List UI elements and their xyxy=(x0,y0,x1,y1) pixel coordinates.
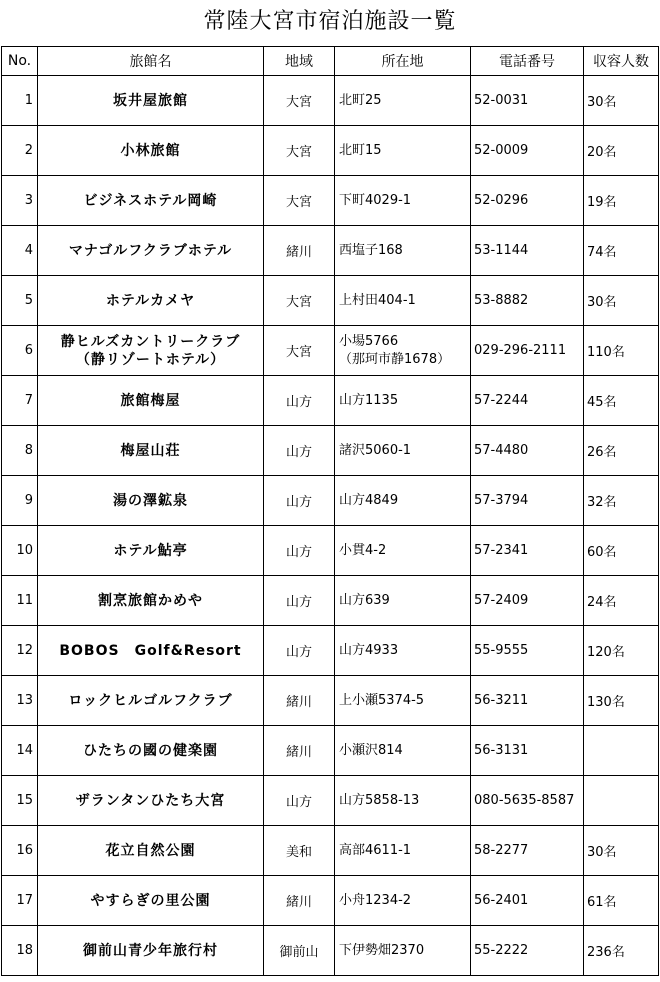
row-number-cell xyxy=(2,826,38,876)
address-cell xyxy=(335,226,471,276)
address-cell xyxy=(335,526,471,576)
address-cell xyxy=(335,376,471,426)
header-capacity: 収容人数 xyxy=(584,47,659,76)
header-no: No. xyxy=(2,47,38,76)
address-cell xyxy=(335,626,471,676)
facility-name: 梅屋山荘 xyxy=(120,442,181,459)
row-number: 17 xyxy=(16,893,33,908)
facility-name-cell xyxy=(38,726,264,776)
area-cell xyxy=(264,826,335,876)
area: 大宮 xyxy=(285,295,312,310)
address-cell xyxy=(335,76,471,126)
table-row xyxy=(2,726,659,776)
capacity-cell xyxy=(584,226,659,276)
phone-number: 080-5635-8587 xyxy=(474,793,575,808)
row-number: 8 xyxy=(24,443,33,458)
row-number: 11 xyxy=(16,593,33,608)
facility-name: ザランタンひたち大宮 xyxy=(75,792,226,809)
facility-name: マナゴルフクラブホテル xyxy=(68,242,233,259)
capacity: 32名 xyxy=(587,495,617,510)
capacity-cell xyxy=(584,926,659,976)
area-cell xyxy=(264,126,335,176)
address: 山方639 xyxy=(339,592,390,608)
facility-name: ひたちの國の健楽園 xyxy=(83,742,218,759)
facility-name: 小林旅館 xyxy=(120,142,181,159)
address-cell xyxy=(335,276,471,326)
table-row xyxy=(2,476,659,526)
area-cell xyxy=(264,576,335,626)
area-cell xyxy=(264,476,335,526)
capacity-cell xyxy=(584,876,659,926)
row-number-cell xyxy=(2,926,38,976)
address: 諸沢5060-1 xyxy=(339,442,412,458)
phone-number-cell xyxy=(471,726,584,776)
facility-name: 旅館梅屋 xyxy=(120,392,181,409)
facility-name-cell xyxy=(38,826,264,876)
facility-name-cell xyxy=(38,126,264,176)
facility-name-cell xyxy=(38,226,264,276)
row-number-cell xyxy=(2,76,38,126)
phone-number-cell xyxy=(471,176,584,226)
phone-number: 53-1144 xyxy=(474,243,529,258)
facility-name-cell xyxy=(38,776,264,826)
row-number: 13 xyxy=(16,693,33,708)
capacity-cell xyxy=(584,176,659,226)
table-row xyxy=(2,126,659,176)
phone-number: 56-2401 xyxy=(474,893,529,908)
capacity: 45名 xyxy=(587,395,617,410)
table-row xyxy=(2,776,659,826)
phone-number-cell xyxy=(471,76,584,126)
address: 小舟1234-2 xyxy=(339,892,412,908)
area-cell xyxy=(264,876,335,926)
phone-number-cell xyxy=(471,276,584,326)
facility-name-cell xyxy=(38,526,264,576)
row-number: 18 xyxy=(16,943,33,958)
capacity-cell xyxy=(584,326,659,376)
table-row xyxy=(2,876,659,926)
row-number-cell xyxy=(2,226,38,276)
row-number: 3 xyxy=(24,193,33,208)
address-cell xyxy=(335,776,471,826)
phone-number-cell xyxy=(471,926,584,976)
phone-number: 57-2244 xyxy=(474,393,529,408)
header-tel: 電話番号 xyxy=(471,47,584,76)
table-row xyxy=(2,426,659,476)
row-number-cell xyxy=(2,376,38,426)
area-cell xyxy=(264,776,335,826)
row-number-cell xyxy=(2,476,38,526)
phone-number-cell xyxy=(471,826,584,876)
address: 小貫4-2 xyxy=(339,542,387,558)
area: 緒川 xyxy=(285,895,312,910)
row-number-cell xyxy=(2,176,38,226)
area-cell xyxy=(264,676,335,726)
capacity: 236名 xyxy=(587,945,625,960)
address-cell xyxy=(335,176,471,226)
facility-name-cell xyxy=(38,476,264,526)
row-number-cell xyxy=(2,526,38,576)
phone-number-cell xyxy=(471,426,584,476)
table-row xyxy=(2,626,659,676)
capacity: 74名 xyxy=(587,245,617,260)
address: 小場5766 xyxy=(339,333,399,349)
row-number-cell xyxy=(2,626,38,676)
address: 上村田404-1 xyxy=(339,292,416,308)
header-address: 所在地 xyxy=(335,47,471,76)
address: 山方4933 xyxy=(339,642,399,658)
capacity-cell xyxy=(584,476,659,526)
capacity: 19名 xyxy=(587,195,617,210)
capacity-cell xyxy=(584,376,659,426)
address: 高部4611-1 xyxy=(339,842,412,858)
facility-name: ロックヒルゴルフクラブ xyxy=(68,692,233,709)
address-cell xyxy=(335,476,471,526)
phone-number: 57-2341 xyxy=(474,543,529,558)
capacity-cell xyxy=(584,126,659,176)
address-cell xyxy=(335,876,471,926)
capacity-cell xyxy=(584,726,659,776)
address-cell xyxy=(335,826,471,876)
address: 下町4029-1 xyxy=(339,192,412,208)
area: 山方 xyxy=(285,445,312,460)
area: 大宮 xyxy=(285,95,312,110)
address: 北町25 xyxy=(339,92,382,108)
row-number: 15 xyxy=(16,793,33,808)
capacity: 20名 xyxy=(587,145,617,160)
header-area: 地域 xyxy=(264,47,335,76)
phone-number: 57-3794 xyxy=(474,493,529,508)
address-cell xyxy=(335,576,471,626)
facility-name: ビジネスホテル岡崎 xyxy=(83,192,218,209)
capacity: 60名 xyxy=(587,545,617,560)
area: 大宮 xyxy=(285,195,312,210)
area: 大宮 xyxy=(285,345,312,360)
facility-name: BOBOS Golf&Resort xyxy=(59,642,242,659)
phone-number: 53-8882 xyxy=(474,293,529,308)
phone-number-cell xyxy=(471,776,584,826)
row-number-cell xyxy=(2,426,38,476)
phone-number-cell xyxy=(471,226,584,276)
table-row xyxy=(2,576,659,626)
phone-number-cell xyxy=(471,476,584,526)
facility-name-cell xyxy=(38,876,264,926)
capacity-cell xyxy=(584,826,659,876)
capacity: 30名 xyxy=(587,295,617,310)
row-number-cell xyxy=(2,576,38,626)
page-title: 常陸大宮市宿泊施設一覧 xyxy=(203,9,457,34)
area-cell xyxy=(264,726,335,776)
facility-name-cell xyxy=(38,376,264,426)
phone-number-cell xyxy=(471,326,584,376)
area-cell xyxy=(264,626,335,676)
capacity-cell xyxy=(584,776,659,826)
area-cell xyxy=(264,76,335,126)
capacity: 120名 xyxy=(587,645,625,660)
area-cell xyxy=(264,326,335,376)
facility-name-cell xyxy=(38,626,264,676)
phone-number: 52-0296 xyxy=(474,193,529,208)
area-cell xyxy=(264,376,335,426)
area: 山方 xyxy=(285,595,312,610)
address: 北町15 xyxy=(339,142,382,158)
phone-number-cell xyxy=(471,676,584,726)
facility-name: 湯の澤鉱泉 xyxy=(113,492,188,509)
area-cell xyxy=(264,426,335,476)
facility-name-cell xyxy=(38,176,264,226)
phone-number: 55-9555 xyxy=(474,643,529,658)
lodging-table xyxy=(1,46,659,976)
facility-name: 御前山青少年旅行村 xyxy=(83,942,218,959)
phone-number: 57-4480 xyxy=(474,443,529,458)
row-number-cell xyxy=(2,876,38,926)
table-row xyxy=(2,226,659,276)
row-number-cell xyxy=(2,276,38,326)
row-number: 5 xyxy=(24,293,33,308)
capacity-cell xyxy=(584,276,659,326)
area: 緒川 xyxy=(285,245,312,260)
address: 西塩子168 xyxy=(339,242,403,258)
phone-number-cell xyxy=(471,626,584,676)
phone-number: 56-3131 xyxy=(474,743,529,758)
address: 下伊勢畑2370 xyxy=(339,942,425,958)
facility-name-cell xyxy=(38,926,264,976)
area-cell xyxy=(264,526,335,576)
table-row xyxy=(2,276,659,326)
phone-number: 57-2409 xyxy=(474,593,529,608)
area: 御前山 xyxy=(279,945,319,960)
phone-number: 58-2277 xyxy=(474,843,529,858)
area: 美和 xyxy=(285,845,312,860)
phone-number: 55-2222 xyxy=(474,943,529,958)
facility-name: 坂井屋旅館 xyxy=(113,92,188,109)
capacity: 26名 xyxy=(587,445,617,460)
phone-number: 029-296-2111 xyxy=(474,343,567,358)
area: 山方 xyxy=(285,545,312,560)
header-name: 旅館名 xyxy=(38,47,264,76)
address: 小瀬沢814 xyxy=(339,742,403,758)
row-number: 12 xyxy=(16,643,33,658)
table-row xyxy=(2,526,659,576)
address-cell xyxy=(335,426,471,476)
area-cell xyxy=(264,226,335,276)
address: 上小瀬5374-5 xyxy=(339,692,425,708)
table-row xyxy=(2,926,659,976)
address-cell xyxy=(335,126,471,176)
table-row xyxy=(2,76,659,126)
facility-name: 静ヒルズカントリークラブ xyxy=(60,333,241,350)
capacity: 61名 xyxy=(587,895,617,910)
phone-number: 52-0009 xyxy=(474,143,529,158)
capacity: 30名 xyxy=(587,95,617,110)
facility-name: 花立自然公園 xyxy=(105,842,196,859)
facility-name: やすらぎの里公園 xyxy=(90,892,211,909)
facility-name-cell xyxy=(38,676,264,726)
row-number-cell xyxy=(2,126,38,176)
row-number: 14 xyxy=(16,743,33,758)
row-number-cell xyxy=(2,326,38,376)
address: 山方5858-13 xyxy=(339,792,420,808)
area-cell xyxy=(264,926,335,976)
table-header-row xyxy=(2,47,659,76)
capacity-cell xyxy=(584,426,659,476)
table-row xyxy=(2,676,659,726)
capacity-cell xyxy=(584,676,659,726)
address: 山方4849 xyxy=(339,492,399,508)
row-number: 16 xyxy=(16,843,33,858)
table-row xyxy=(2,176,659,226)
facility-name: ホテルカメヤ xyxy=(105,292,196,309)
phone-number-cell xyxy=(471,526,584,576)
phone-number-cell xyxy=(471,876,584,926)
capacity-cell xyxy=(584,76,659,126)
table-row xyxy=(2,826,659,876)
capacity: 110名 xyxy=(587,345,625,360)
row-number: 2 xyxy=(24,143,33,158)
row-number: 1 xyxy=(24,93,33,108)
facility-name-cell xyxy=(38,76,264,126)
facility-name-cell xyxy=(38,576,264,626)
row-number-cell xyxy=(2,776,38,826)
phone-number-cell xyxy=(471,376,584,426)
row-number: 6 xyxy=(24,343,33,358)
area: 緒川 xyxy=(285,745,312,760)
capacity-cell xyxy=(584,576,659,626)
capacity: 30名 xyxy=(587,845,617,860)
area: 山方 xyxy=(285,395,312,410)
facility-name-cell xyxy=(38,276,264,326)
phone-number: 52-0031 xyxy=(474,93,529,108)
phone-number-cell xyxy=(471,126,584,176)
facility-name-secondary: （静リゾートホテル） xyxy=(75,351,226,368)
phone-number: 56-3211 xyxy=(474,693,529,708)
capacity: 130名 xyxy=(587,695,625,710)
row-number-cell xyxy=(2,676,38,726)
facility-name-cell xyxy=(38,426,264,476)
area: 緒川 xyxy=(285,695,312,710)
capacity: 24名 xyxy=(587,595,617,610)
row-number: 9 xyxy=(24,493,33,508)
area: 山方 xyxy=(285,795,312,810)
table-row xyxy=(2,326,659,376)
address-cell xyxy=(335,326,471,376)
area: 山方 xyxy=(285,645,312,660)
row-number: 4 xyxy=(24,243,33,258)
address-secondary: （那珂市静1678） xyxy=(339,351,451,367)
facility-name: 割烹旅館かめや xyxy=(98,592,203,609)
address: 山方1135 xyxy=(339,392,399,408)
table-row xyxy=(2,376,659,426)
row-number-cell xyxy=(2,726,38,776)
facility-name: ホテル鮎亭 xyxy=(113,542,188,559)
area-cell xyxy=(264,176,335,226)
address-cell xyxy=(335,926,471,976)
facility-name-cell xyxy=(38,326,264,376)
area: 大宮 xyxy=(285,145,312,160)
capacity-cell xyxy=(584,626,659,676)
row-number: 10 xyxy=(16,543,33,558)
address-cell xyxy=(335,676,471,726)
capacity-cell xyxy=(584,526,659,576)
address-cell xyxy=(335,726,471,776)
phone-number-cell xyxy=(471,576,584,626)
area-cell xyxy=(264,276,335,326)
row-number: 7 xyxy=(24,393,33,408)
area: 山方 xyxy=(285,495,312,510)
